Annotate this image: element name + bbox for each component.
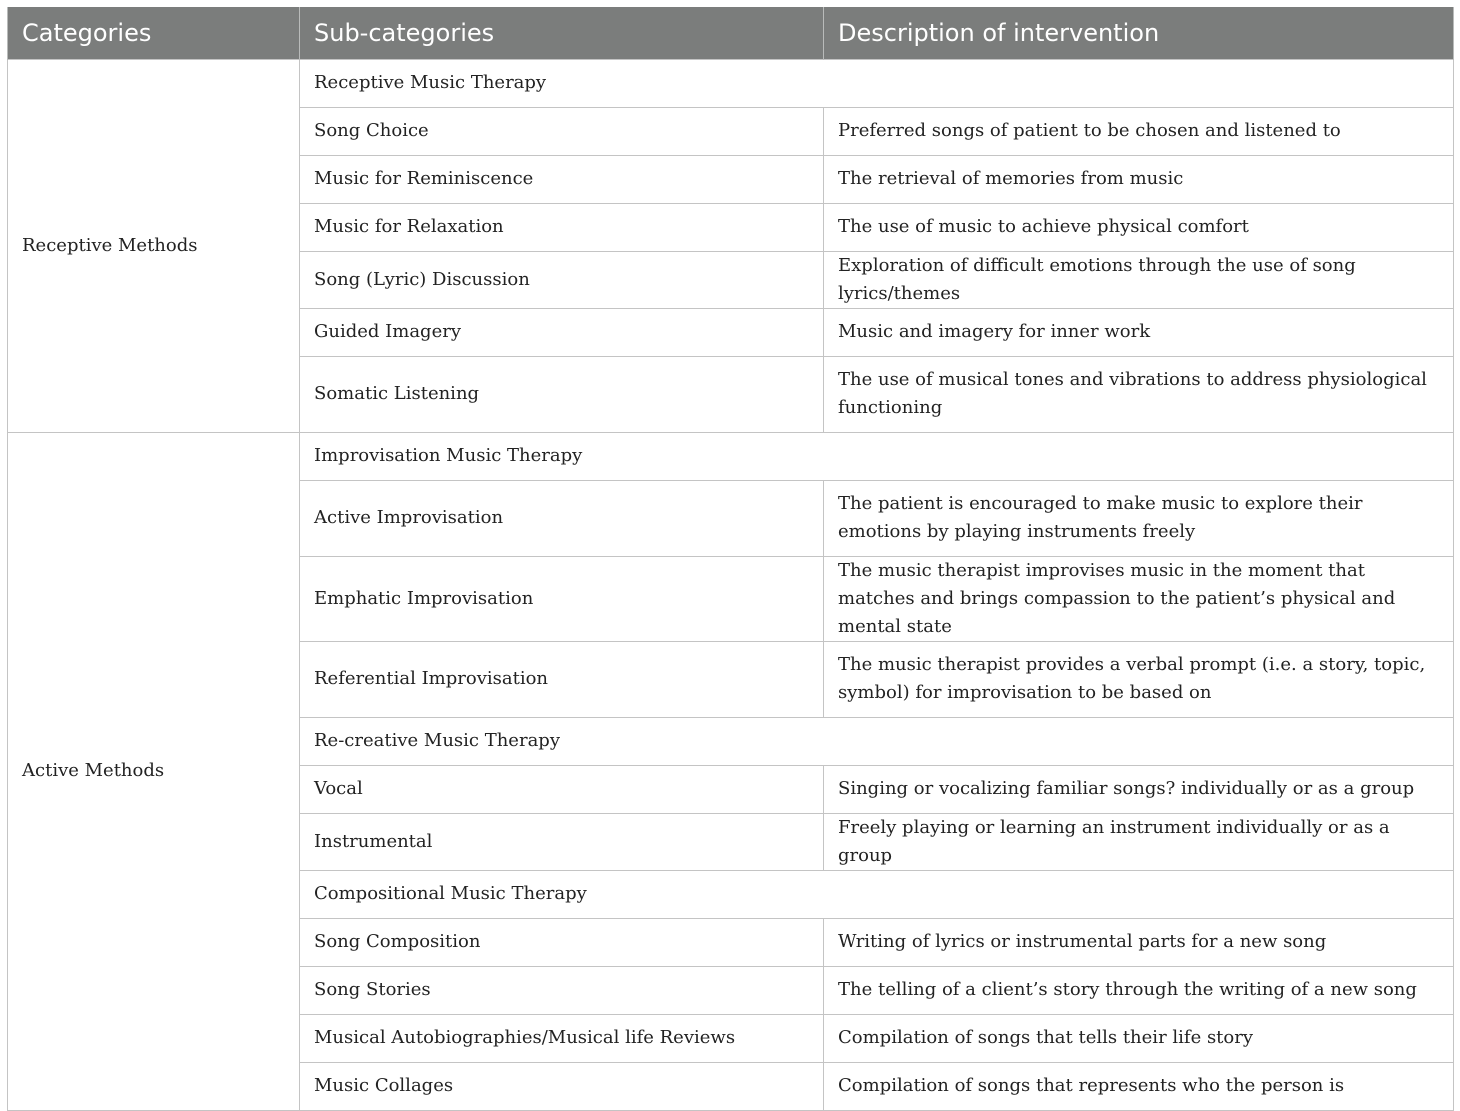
description-cell: Preferred songs of patient to be chosen and listened to — [824, 107, 1454, 155]
description-cell: The telling of a client’s story through the writing of a new song — [824, 966, 1454, 1014]
table-row — [8, 59, 1454, 107]
sub-category-cell: Referential Improvisation — [300, 641, 824, 717]
description-cell: Freely playing or learning an instrument individually or as a group — [824, 813, 1454, 870]
sub-category-cell: Musical Autobiographies/Musical life Reviews — [300, 1014, 824, 1062]
sub-category-cell: Emphatic Improvisation — [300, 556, 824, 641]
description-cell: The use of music to achieve physical comfort — [824, 203, 1454, 251]
header-description: Description of intervention — [824, 7, 1454, 59]
description-cell: The music therapist provides a verbal prompt (i.e. a story, topic, symbol) for improvisation to be based on — [824, 641, 1454, 717]
description-cell: Compilation of songs that represents who the person is — [824, 1062, 1454, 1110]
description-cell: Compilation of songs that tells their life story — [824, 1014, 1454, 1062]
description-cell: The use of musical tones and vibrations to address physiological functioning — [824, 356, 1454, 432]
sub-category-cell: Music for Reminiscence — [300, 155, 824, 203]
sub-category-cell: Music for Relaxation — [300, 203, 824, 251]
sub-category-cell: Music Collages — [300, 1062, 824, 1110]
description-cell: Writing of lyrics or instrumental parts for a new song — [824, 918, 1454, 966]
sub-category-cell: Song Choice — [300, 107, 824, 155]
category-cell-receptive: Receptive Methods — [8, 59, 300, 432]
sub-category-cell: Vocal — [300, 765, 824, 813]
category-cell-active: Active Methods — [8, 432, 300, 1110]
header-row — [8, 7, 1454, 59]
description-cell: The retrieval of memories from music — [824, 155, 1454, 203]
sub-category-cell: Song Stories — [300, 966, 824, 1014]
description-cell: Music and imagery for inner work — [824, 308, 1454, 356]
description-cell: The music therapist improvises music in the moment that matches and brings compassion to the patient’s physical and mental state — [824, 556, 1454, 641]
description-cell: Exploration of difficult emotions through the use of song lyrics/themes — [824, 251, 1454, 308]
group-label-compositional: Compositional Music Therapy — [300, 870, 1454, 918]
header-categories: Categories — [8, 7, 300, 59]
description-cell: The patient is encouraged to make music to explore their emotions by playing instruments freely — [824, 480, 1454, 556]
intervention-table — [7, 7, 1454, 1111]
group-label-receptive: Receptive Music Therapy — [300, 59, 1454, 107]
sub-category-cell: Song Composition — [300, 918, 824, 966]
group-label-recreative: Re-creative Music Therapy — [300, 717, 1454, 765]
sub-category-cell: Active Improvisation — [300, 480, 824, 556]
sub-category-cell: Guided Imagery — [300, 308, 824, 356]
header-sub-categories: Sub-categories — [300, 7, 824, 59]
table-row — [8, 432, 1454, 480]
group-label-improvisation: Improvisation Music Therapy — [300, 432, 1454, 480]
sub-category-cell: Song (Lyric) Discussion — [300, 251, 824, 308]
sub-category-cell: Somatic Listening — [300, 356, 824, 432]
sub-category-cell: Instrumental — [300, 813, 824, 870]
description-cell: Singing or vocalizing familiar songs? individually or as a group — [824, 765, 1454, 813]
